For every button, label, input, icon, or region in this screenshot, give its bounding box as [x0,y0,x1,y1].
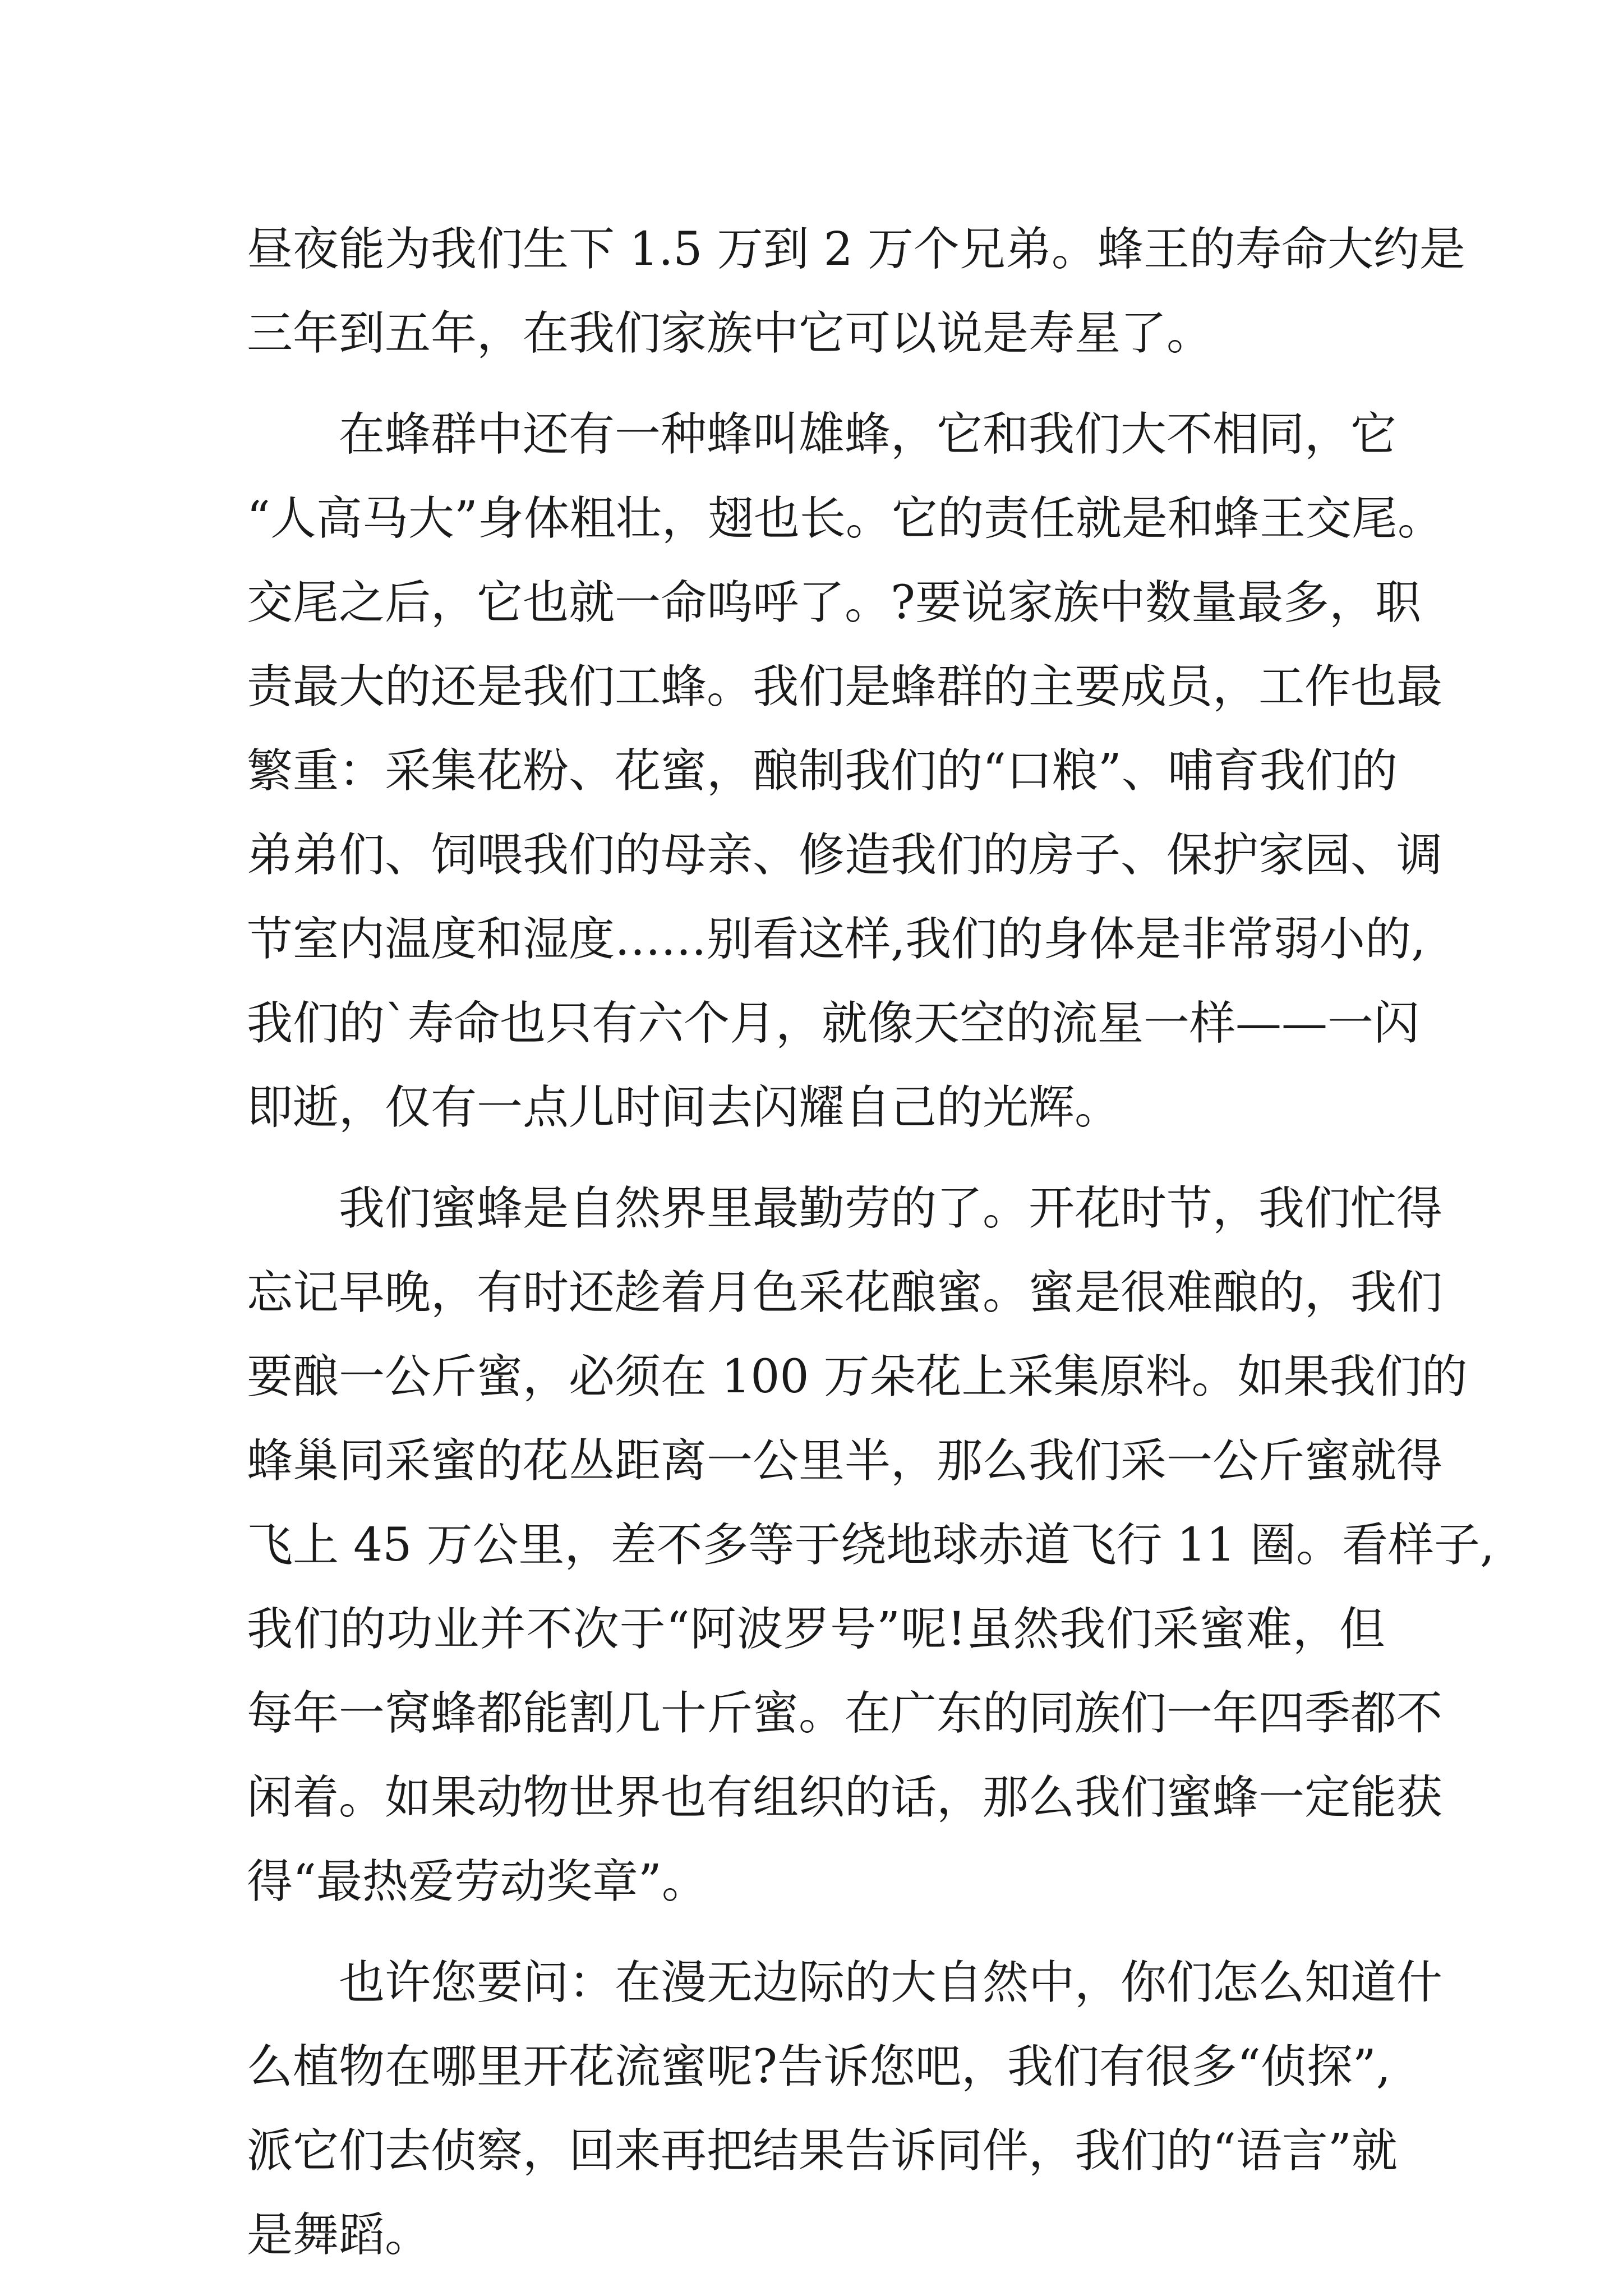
text-line: 飞上 45 万公里，差不多等于绕地球赤道飞行 11 圈。看样子, [247,1519,1495,1572]
text-line: 我们的功业并不次于“阿波罗号”呢!虽然我们采蜜难，但 [247,1603,1385,1656]
text-line: 弟弟们、饲喂我们的母亲、修造我们的房子、保护家园、调 [247,829,1443,882]
text-line: 责最大的还是我们工蜂。我们是蜂群的主要成员，工作也最 [247,660,1443,714]
text-line: 得“最热爱劳动奖章”。 [247,1855,708,1908]
text-line: 交尾之后，它也就一命呜呼了。?要说家族中数量最多，职 [247,576,1421,629]
text-line: 即逝，仅有一点儿时间去闪耀自己的光辉。 [247,1081,1121,1134]
text-line: 繁重：采集花粉、花蜜，酿制我们的“口粮”、哺育我们的 [247,744,1398,798]
text-line: 是舞蹈。 [247,2208,431,2262]
text-line: “人高马大”身体粗壮，翅也长。它的责任就是和蜂王交尾。 [247,492,1444,545]
paragraph-4 [247,1941,1443,2277]
text-line: 在蜂群中还有一种蜂叫雄蜂，它和我们大不相同，它 [247,408,1397,461]
paragraph-1 [247,208,1465,376]
text-line: 也许您要问：在漫无边际的大自然中，你们怎么知道什 [247,1956,1443,2009]
paragraph-2 [247,393,1444,1150]
text-line: 忘记早晚，有时还趁着月色采花酿蜜。蜜是很难酿的，我们 [247,1266,1443,1319]
text-line: 我们蜜蜂是自然界里最勤劳的了。开花时节，我们忙得 [247,1182,1443,1235]
paragraph-3 [247,1167,1495,1924]
text-line: 要酿一公斤蜜，必须在 100 万朵花上采集原料。如果我们的 [247,1350,1468,1404]
text-line: 节室内温度和湿度……别看这样,我们的身体是非常弱小的, [247,913,1426,966]
text-line: 派它们去侦察，回来再把结果告诉同伴，我们的“语言”就 [247,2124,1398,2178]
text-line: 每年一窝蜂都能割几十斤蜜。在广东的同族们一年四季都不 [247,1687,1443,1740]
text-line: 闲着。如果动物世界也有组织的话，那么我们蜜蜂一定能获 [247,1771,1443,1824]
body-text [247,208,1495,2277]
text-line: 昼夜能为我们生下 1.5 万到 2 万个兄弟。蜂王的寿命大约是 [247,223,1465,276]
text-line: 三年到五年，在我们家族中它可以说是寿星了。 [247,307,1213,360]
text-line: 么植物在哪里开花流蜜呢?告诉您吧，我们有很多“侦探”, [247,2040,1391,2093]
text-line: 我们的`寿命也只有六个月，就像天空的流星一样——一闪 [247,997,1420,1050]
text-line: 蜂巢同采蜜的花丛距离一公里半，那么我们采一公斤蜜就得 [247,1434,1443,1488]
